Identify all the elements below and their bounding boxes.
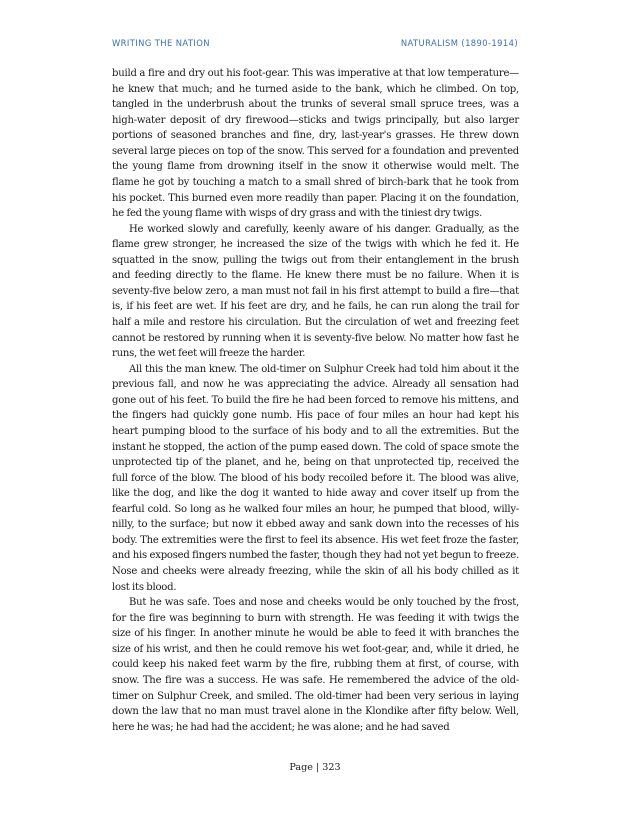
running-header bbox=[112, 38, 518, 48]
body-text bbox=[112, 66, 519, 735]
page-number: Page | 323 bbox=[289, 762, 341, 773]
paragraph: All this the man knew. The old-timer on Sulphur Creek had told him about it the previous fall, and now he was appreciating the advice. Already all sensation had gone out of his feet. To build the fire he had been forced to remove his mittens, and the fingers had quickly gone numb. His pace of four miles an hour had kept his heart pumping blood to the surface of his body and to all the extremities. But the instant he stopped, the action of the pump eased down. The cold of space smote the unprotected tip of the planet, and he, being on that unprotected tip, received the full force of the blow. The blood of his body recoiled before it. The blood was alive, like the dog, and like the dog it wanted to hide away and cover itself up from the fearful cold. So long as he walked four miles an hour, he pumped that blood, willy-nilly, to the surface; but now it ebbed away and sank down into the recesses of his body. The extremities were the first to feel its absence. His wet feet froze the faster, and his exposed fingers numbed the faster, though they had not yet begun to freeze. Nose and cheeks were already freezing, while the skin of all his body chilled as it lost its blood. bbox=[112, 363, 519, 593]
paragraph: He worked slowly and carefully, keenly aware of his danger. Gradually, as the flame grew stronger, he increased the size of the twigs with which he fed it. He squatted in the snow, pulling the twigs out from their entanglement in the brush and feeding directly to the flame. He knew there must be no failure. When it is seventy-five below zero, a man must not fail in his first attempt to build a fire—that is, if his feet are wet. If his feet are dry, and he fails, he can run along the trail for half a mile and restore his circulation. But the circulation of wet and freezing feet cannot be restored by running when it is seventy-five below. No matter how fast he runs, the wet feet will freeze the harder. bbox=[112, 223, 519, 360]
paragraph-continued: build a fire and dry out his foot-gear. This was imperative at that low temperature—he knew that much; and he turned aside to the bank, which he climbed. On top, tangled in the underbrush about the trunks of several small spruce trees, was a high-water deposit of dry firewood—sticks and twigs principally, but also larger portions of seasoned branches and fine, dry, last-year's grasses. He threw down several large pieces on top of the snow. This served for a foundation and prevented the young flame from drowning itself in the snow it otherwise would melt. The flame he got by touching a match to a small shred of birch-bark that he took from his pocket. This burned even more readily than paper. Placing it on the foundation, he fed the young flame with wisps of dry grass and with the tiniest dry twigs. bbox=[112, 68, 519, 220]
paragraph: But he was safe. Toes and nose and cheeks would be only touched by the frost, for the fire was beginning to burn with strength. He was feeding it with twigs the size of his finger. In another minute he would be able to feed it with branches the size of his wrist, and then he could remove his wet foot-gear, and, while it dried, he could keep his naked feet warm by the fire, rubbing them at first, of course, with snow. The fire was a success. He was safe. He remembered the advice of the old-timer on Sulphur Creek, and smiled. The old-timer had been very serious in laying down the law that no man must travel alone in the Klondike after fifty below. Well, here he was; he had had the accident; he was alone; and he had saved bbox=[112, 597, 519, 733]
header-book-title: WRITING THE NATION bbox=[112, 38, 210, 48]
header-section-title: NATURALISM (1890-1914) bbox=[400, 38, 518, 48]
